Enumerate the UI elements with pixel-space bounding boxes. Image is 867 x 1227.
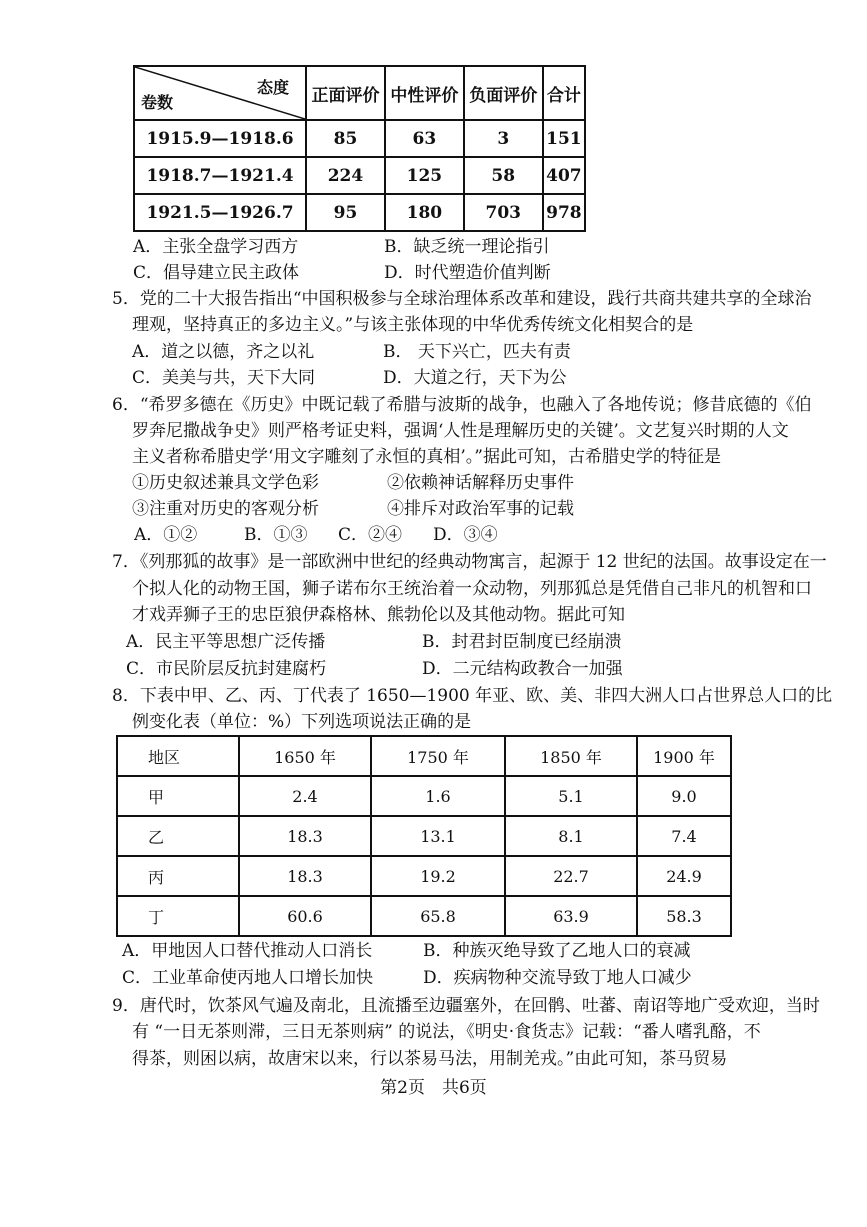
table-cell: 95 — [306, 194, 385, 231]
diagonal-header-cell — [134, 66, 306, 120]
q5-stem-line: 5．党的二十大报告指出“中国积极参与全球治理体系改革和建设，践行共商共建共享的全球治 — [112, 289, 812, 309]
q8-stem-line: 8．下表中甲、乙、丙、丁代表了 1650—1900 年亚、欧、美、非四大洲人口占世界总人口的比 — [112, 686, 833, 706]
table-row — [134, 194, 585, 231]
table-cell: 703 — [464, 194, 543, 231]
q4-option-a: A．主张全盘学习西方 — [133, 237, 299, 257]
table-cell: 丁 — [117, 896, 239, 936]
q5-option-d: D．大道之行，天下为公 — [383, 368, 567, 388]
table-cell: 18.3 — [239, 816, 371, 856]
table-cell: 3 — [464, 120, 543, 157]
table-row — [134, 157, 585, 194]
table-cell: 2.4 — [239, 776, 371, 816]
q7-stem-line: 才戏弄狮子王的忠臣狼伊森格林、熊勃伦以及其他动物。据此可知 — [132, 605, 625, 625]
q6-item-1: ①历史叙述兼具文学色彩 — [132, 473, 319, 493]
q6-stem-line: 主义者称希腊史学‘用文字雕刻了永恒的真相’。”据此可知，古希腊史学的特征是 — [132, 447, 721, 467]
corner-top-label: 态度 — [256, 78, 289, 97]
table-row — [117, 776, 731, 816]
table-cell: 13.1 — [371, 816, 505, 856]
header-cell: 1900 年 — [637, 736, 731, 776]
q8-option-d: D．疾病物种交流导致丁地人口减少 — [423, 968, 692, 988]
q7-option-b: B．封君封臣制度已经崩溃 — [422, 632, 622, 652]
table-cell: 224 — [306, 157, 385, 194]
table-cell: 7.4 — [637, 816, 731, 856]
q6-item-2: ②依赖神话解释历史事件 — [387, 473, 574, 493]
table-cell: 58.3 — [637, 896, 731, 936]
table-cell: 丙 — [117, 856, 239, 896]
q4-option-b: B．缺乏统一理论指引 — [384, 237, 550, 257]
q9-stem-line: 得茶，则困以病，故唐宋以来，行以茶易马法，用制羌戎。”由此可知，茶马贸易 — [132, 1049, 728, 1069]
header-cell: 1850 年 — [505, 736, 637, 776]
header-cell: 正面评价 — [306, 66, 385, 120]
q7-option-c: C．市民阶层反抗封建腐朽 — [126, 659, 327, 679]
q5-option-a: A．道之以德，齐之以礼 — [132, 342, 315, 362]
q6-item-4: ④排斥对政治军事的记载 — [387, 499, 574, 519]
q8-option-c: C．工业革命使丙地人口增长加快 — [122, 968, 374, 988]
table-cell: 乙 — [117, 816, 239, 856]
q8-stem-line: 例变化表（单位：%）下列选项说法正确的是 — [132, 712, 472, 732]
table-row — [117, 896, 731, 936]
q6-option-d: D．③④ — [433, 525, 498, 545]
table-header-row — [117, 736, 731, 776]
table-cell: 151 — [543, 120, 585, 157]
q5-option-b: B． 天下兴亡，匹夫有责 — [383, 342, 571, 362]
q9-stem-line: 9．唐代时，饮茶风气遍及南北，且流播至边疆塞外，在回鹘、吐蕃、南诏等地广受欢迎，当时 — [112, 996, 820, 1016]
table-cell: 18.3 — [239, 856, 371, 896]
q6-option-a: A．①② — [134, 525, 198, 545]
q8-option-b: B．种族灭绝导致了乙地人口的衰减 — [423, 941, 691, 961]
table-cell: 60.6 — [239, 896, 371, 936]
q5-stem-line: 理观，坚持真正的多边主义。”与该主张体现的中华优秀传统文化相契合的是 — [132, 315, 694, 335]
table-cell: 58 — [464, 157, 543, 194]
table-cell: 978 — [543, 194, 585, 231]
page-number: 第2页 共6页 — [380, 1078, 487, 1098]
q4-option-d: D．时代塑造价值判断 — [384, 263, 551, 283]
table-cell: 1921.5—1926.7 — [134, 194, 306, 231]
header-cell: 地区 — [117, 736, 239, 776]
q4-option-c: C．倡导建立民主政体 — [133, 263, 300, 283]
header-cell: 负面评价 — [464, 66, 543, 120]
q7-stem-line: 7．《列那狐的故事》是一部欧洲中世纪的经典动物寓言，起源于 12 世纪的法国。故事设定在一 — [112, 552, 827, 572]
table-cell: 9.0 — [637, 776, 731, 816]
population-ratio-table — [116, 735, 732, 937]
q8-option-a: A．甲地因人口替代推动人口消长 — [122, 941, 373, 961]
table-header-row — [134, 66, 585, 120]
table-cell: 5.1 — [505, 776, 637, 816]
table-cell: 1915.9—1918.6 — [134, 120, 306, 157]
header-cell: 1650 年 — [239, 736, 371, 776]
q5-option-c: C．美美与共，天下大同 — [132, 368, 316, 388]
q6-stem-line: 罗奔尼撒战争史》则严格考证史料，强调‘人性是理解历史的关键’。文艺复兴时期的人文 — [132, 421, 789, 441]
table-cell: 甲 — [117, 776, 239, 816]
table-cell: 63.9 — [505, 896, 637, 936]
q7-option-d: D．二元结构政教合一加强 — [422, 659, 623, 679]
q6-stem-line: 6．“希罗多德在《历史》中既记载了希腊与波斯的战争，也融入了各地传说；修昔底德的《伯 — [112, 395, 812, 415]
table-cell: 8.1 — [505, 816, 637, 856]
q7-option-a: A．民主平等思想广泛传播 — [126, 632, 326, 652]
table-cell: 22.7 — [505, 856, 637, 896]
corner-bottom-label: 卷数 — [141, 93, 174, 112]
table-row — [117, 856, 731, 896]
table-cell: 180 — [385, 194, 464, 231]
table-cell: 407 — [543, 157, 585, 194]
q9-stem-line: 有 “一日无茶则滞，三日无茶则病” 的说法，《明史·食货志》记载：“番人嗜乳酪，不 — [132, 1022, 761, 1042]
table-cell: 24.9 — [637, 856, 731, 896]
table-cell: 63 — [385, 120, 464, 157]
q6-item-3: ③注重对历史的客观分析 — [132, 499, 319, 519]
table-row — [134, 120, 585, 157]
table-cell: 1.6 — [371, 776, 505, 816]
q6-option-b: B．①③ — [244, 525, 308, 545]
attitude-statistics-table — [133, 65, 586, 232]
q6-option-c: C．②④ — [338, 525, 403, 545]
table-cell: 1918.7—1921.4 — [134, 157, 306, 194]
header-cell: 中性评价 — [385, 66, 464, 120]
table-row — [117, 816, 731, 856]
table-cell: 19.2 — [371, 856, 505, 896]
q7-stem-line: 个拟人化的动物王国，狮子诺布尔王统治着一众动物，列那狐总是凭借自己非凡的机智和口 — [132, 579, 812, 599]
header-cell: 合计 — [543, 66, 585, 120]
table-cell: 65.8 — [371, 896, 505, 936]
header-cell: 1750 年 — [371, 736, 505, 776]
table-cell: 85 — [306, 120, 385, 157]
table-cell: 125 — [385, 157, 464, 194]
